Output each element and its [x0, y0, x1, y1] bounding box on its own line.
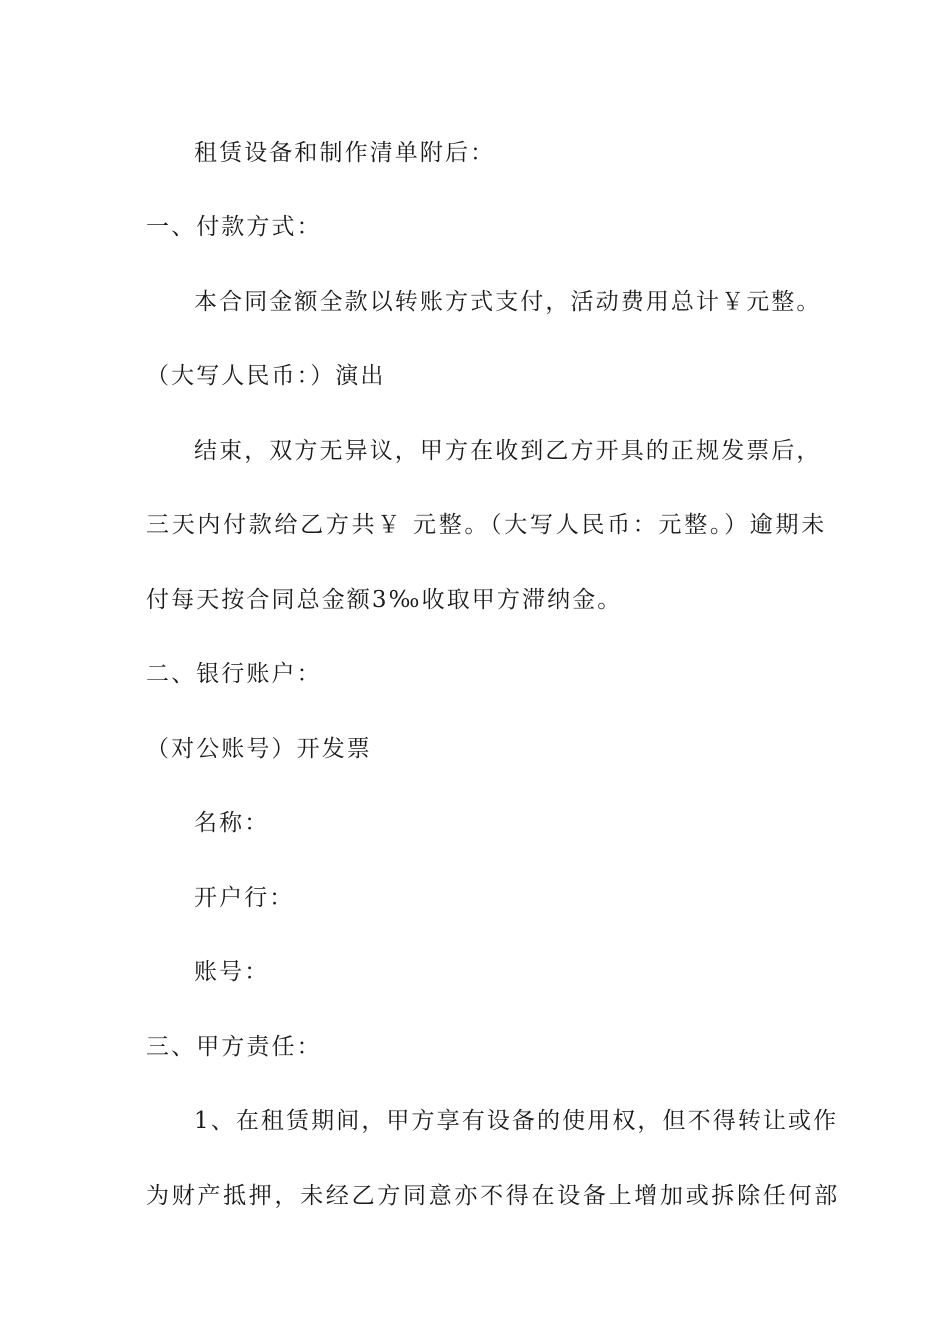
heading-party-a-responsibility: 三、甲方责任：	[146, 1034, 322, 1060]
paragraph-payment-total: 本合同金额全款以转账方式支付，活动费用总计￥元整。	[194, 289, 822, 315]
field-account-number: 账号：	[194, 959, 270, 985]
paragraph-invoice-account: （对公账号）开发票	[146, 736, 372, 762]
paragraph-payment-amount-words: （大写人民币：）演出	[146, 363, 386, 389]
paragraph-payment-terms: 结束，双方无异议，甲方在收到乙方开具的正规发票后，	[194, 438, 822, 464]
paragraph-clause-1-cont: 为财产抵押，未经乙方同意亦不得在设备上增加或拆除任何部	[146, 1183, 840, 1209]
heading-payment-method: 一、付款方式：	[146, 214, 322, 240]
paragraph-payment-terms-cont: 三天内付款给乙方共￥ 元整。（大写人民币：元整。）逾期未	[146, 512, 827, 538]
paragraph-clause-1: 1、在租赁期间，甲方享有设备的使用权，但不得转让或作	[194, 1108, 839, 1134]
paragraph-equipment-list: 租赁设备和制作清单附后：	[194, 140, 496, 166]
paragraph-late-fee: 付每天按合同总金额3‰收取甲方滞纳金。	[146, 587, 623, 613]
heading-bank-account: 二、银行账户：	[146, 661, 322, 687]
field-account-name: 名称：	[194, 810, 270, 836]
field-bank-branch: 开户行：	[194, 885, 295, 911]
